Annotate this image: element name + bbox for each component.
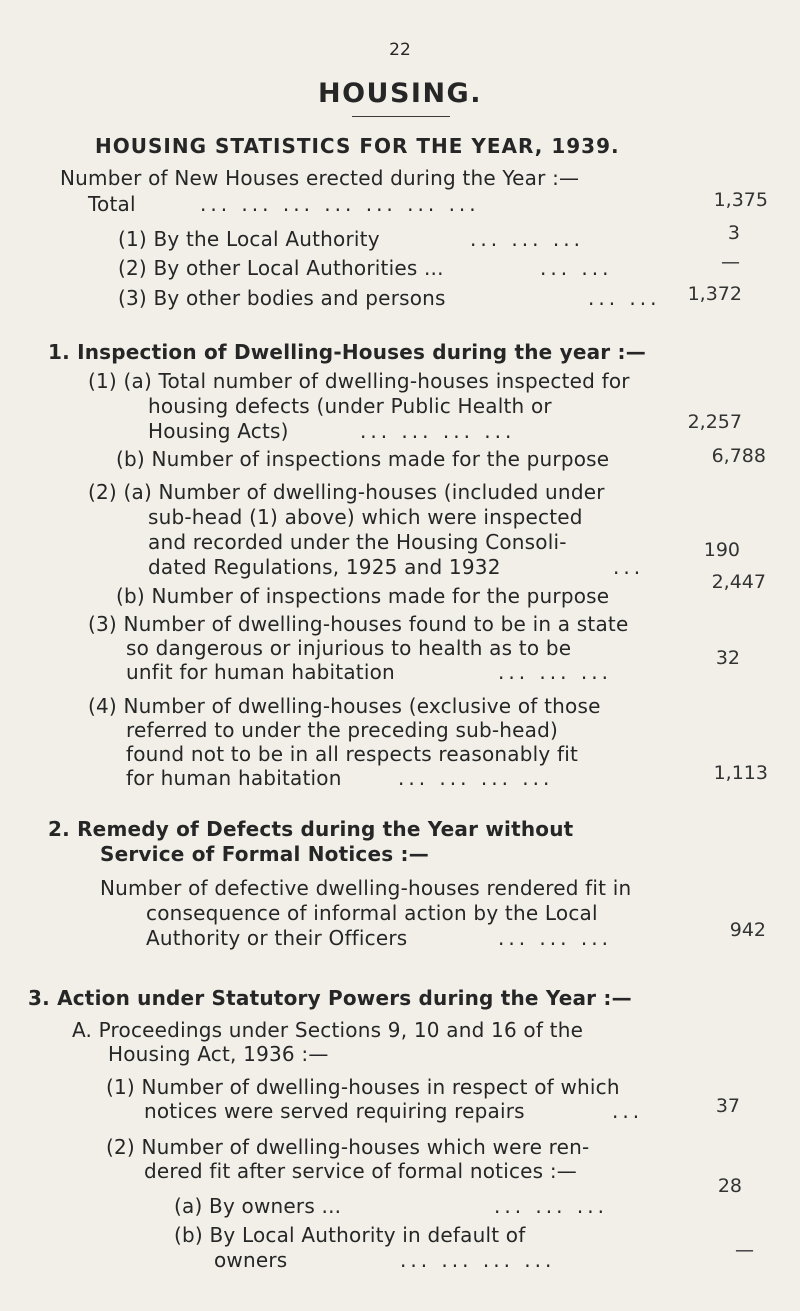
- s2-value: 942: [729, 919, 766, 941]
- s1-item-2a-line: dated Regulations, 1925 and 1932: [148, 555, 501, 579]
- s3-item-2b-line: (b) By Local Authority in default of: [174, 1223, 526, 1247]
- section-1-heading: 1. Inspection of Dwelling-Houses during the year :—: [48, 340, 646, 364]
- s3-item-1-value: 37: [715, 1095, 740, 1117]
- s2-line: consequence of informal action by the Local: [146, 901, 598, 925]
- section-2-heading: 2. Remedy of Defects during the Year without: [48, 817, 574, 841]
- s1-item-4-line: found not to be in all respects reasonably fit: [126, 742, 579, 766]
- s3-item-2a-label: (a) By owners ...: [174, 1194, 342, 1218]
- s2-line: Authority or their Officers: [146, 926, 408, 950]
- s3-item-1-line: notices were served requiring repairs: [144, 1099, 525, 1123]
- s1-item-3-line: (3) Number of dwelling-houses found to be in a state: [88, 612, 629, 636]
- s1-item-2a-line: and recorded under the Housing Consoli-: [148, 530, 567, 554]
- leader-dots: ... ...: [588, 286, 661, 310]
- s1-item-1a-value: 2,257: [687, 411, 742, 433]
- new-houses-total-value: 1,375: [713, 189, 768, 211]
- leader-dots: ...: [612, 1099, 644, 1123]
- s1-item-3-line: unfit for human habitation: [126, 660, 395, 684]
- s3-item-1-line: (1) Number of dwelling-houses in respect of which: [106, 1075, 620, 1099]
- s3-item-2-line: (2) Number of dwelling-houses which were ren-: [106, 1135, 590, 1159]
- title-divider: [352, 116, 450, 117]
- s1-item-3-line: so dangerous or injurious to health as to be: [126, 636, 572, 660]
- s3-item-2-line: dered fit after service of formal notices :—: [144, 1159, 577, 1183]
- section-subtitle: HOUSING STATISTICS FOR THE YEAR, 1939.: [95, 134, 620, 158]
- s2-line: Number of defective dwelling-houses rendered fit in: [100, 876, 632, 900]
- s1-item-2a-line: sub-head (1) above) which were inspected: [148, 505, 583, 529]
- leader-dots: ... ... ... ...: [400, 1248, 556, 1272]
- s3-item-2b-value: —: [735, 1239, 754, 1261]
- s1-item-4-line: (4) Number of dwelling-houses (exclusive of those: [88, 694, 601, 718]
- leader-dots: ... ... ...: [498, 660, 612, 684]
- new-houses-local-authority-label: (1) By the Local Authority: [118, 227, 380, 251]
- leader-dots: ... ... ... ... ... ... ...: [200, 192, 480, 216]
- s1-item-1b-label: (b) Number of inspections made for the purpose: [116, 447, 610, 471]
- s1-item-1a-line: Housing Acts): [148, 419, 289, 443]
- new-houses-other-bodies-value: 1,372: [687, 283, 742, 305]
- s1-item-2b-value: 2,447: [711, 571, 766, 593]
- s3-a-line: Housing Act, 1936 :—: [108, 1042, 329, 1066]
- page-number: 22: [389, 40, 411, 60]
- section-3-heading: 3. Action under Statutory Powers during the Year :—: [28, 986, 632, 1010]
- new-houses-other-authorities-label: (2) By other Local Authorities ...: [118, 256, 444, 280]
- leader-dots: ...: [613, 555, 645, 579]
- leader-dots: ... ... ...: [494, 1194, 608, 1218]
- s3-a-line: A. Proceedings under Sections 9, 10 and 16 of the: [72, 1018, 584, 1042]
- leader-dots: ... ... ... ...: [360, 419, 516, 443]
- s1-item-2a-line: (2) (a) Number of dwelling-houses (included under: [88, 480, 605, 504]
- s1-item-4-line: referred to under the preceding sub-head): [126, 718, 558, 742]
- new-houses-other-authorities-value: —: [721, 251, 740, 273]
- s1-item-2b-label: (b) Number of inspections made for the purpose: [116, 584, 610, 608]
- s1-item-1a-line: housing defects (under Public Health or: [148, 394, 552, 418]
- s1-item-2a-value: 190: [703, 539, 740, 561]
- s3-item-2a-value: 28: [717, 1175, 742, 1197]
- new-houses-local-authority-value: 3: [727, 222, 740, 244]
- s1-item-4-value: 1,113: [713, 762, 768, 784]
- new-houses-total-label: Total: [88, 192, 136, 216]
- s1-item-1a-line: (1) (a) Total number of dwelling-houses inspected for: [88, 369, 630, 393]
- s1-item-4-line: for human habitation: [126, 766, 342, 790]
- leader-dots: ... ...: [540, 256, 613, 280]
- page-title: HOUSING.: [318, 78, 482, 109]
- s1-item-3-value: 32: [715, 647, 740, 669]
- new-houses-other-bodies-label: (3) By other bodies and persons: [118, 286, 446, 310]
- leader-dots: ... ... ...: [470, 227, 584, 251]
- s3-item-2b-line: owners: [214, 1248, 288, 1272]
- s1-item-1b-value: 6,788: [711, 445, 766, 467]
- new-houses-heading: Number of New Houses erected during the Year :—: [60, 166, 580, 190]
- section-2-heading: Service of Formal Notices :—: [100, 842, 429, 866]
- leader-dots: ... ... ... ...: [398, 766, 554, 790]
- leader-dots: ... ... ...: [498, 926, 612, 950]
